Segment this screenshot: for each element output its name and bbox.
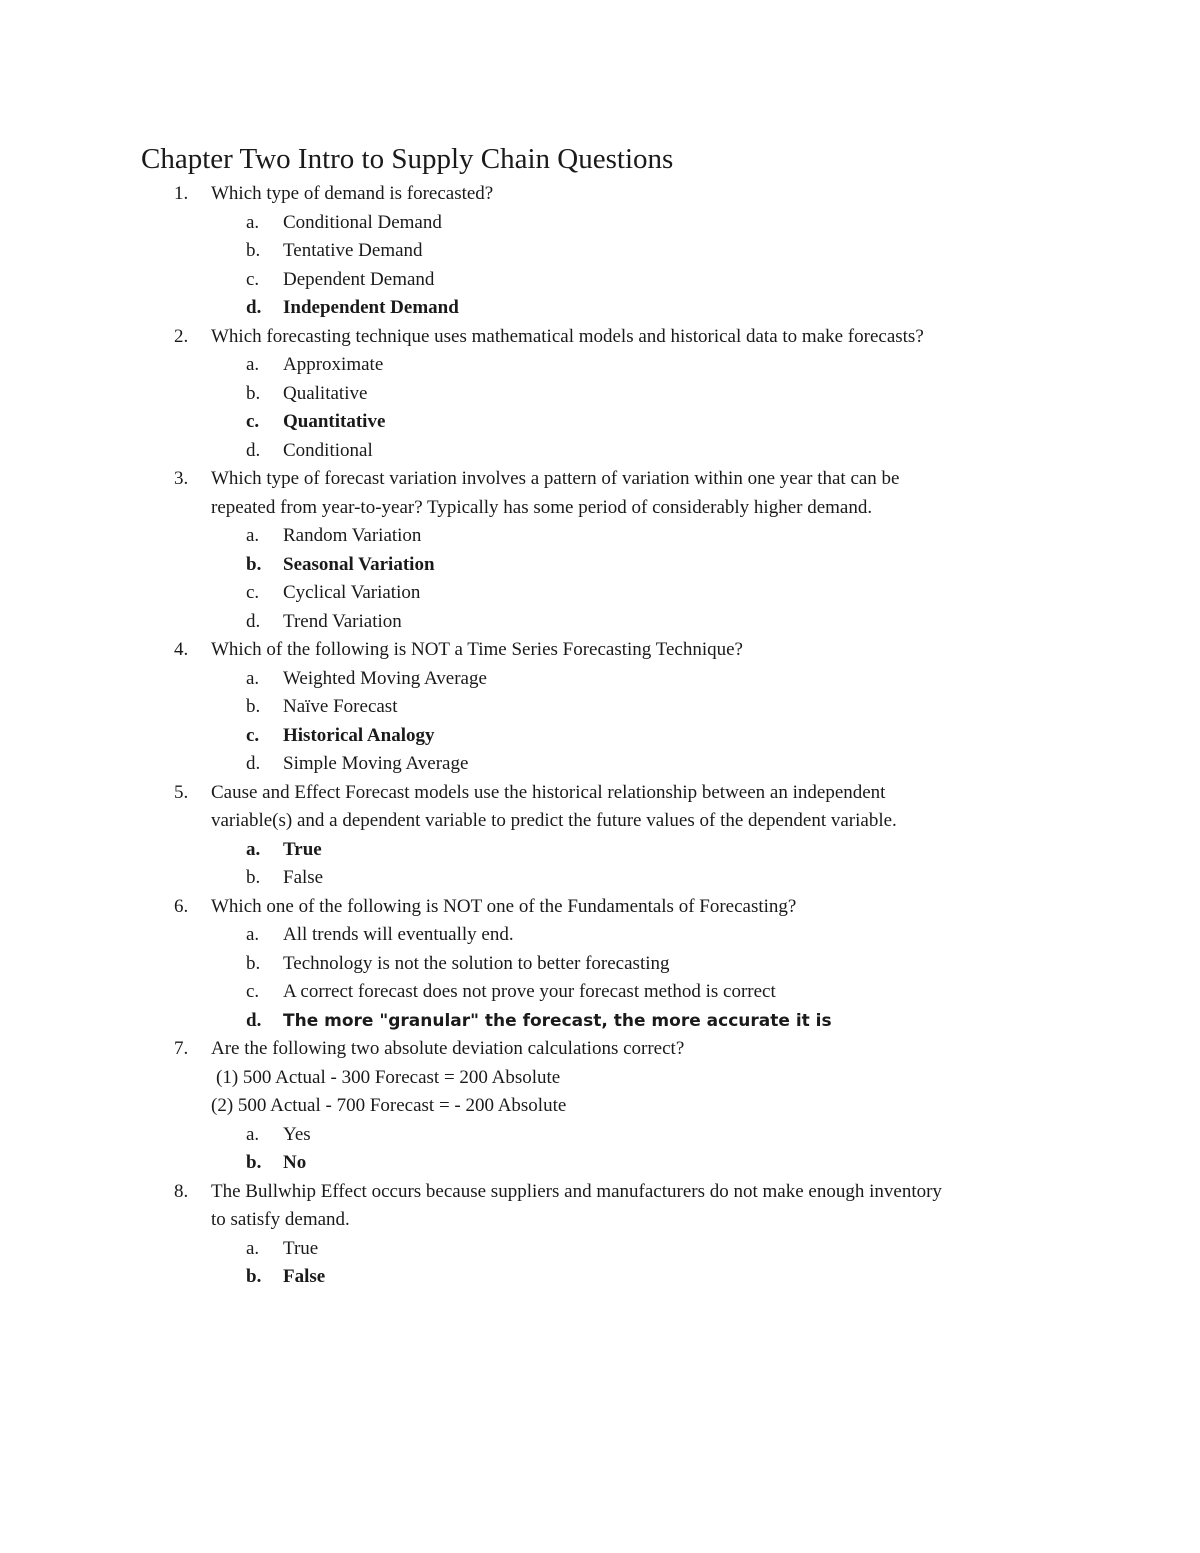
- option-text: Quantitative: [283, 411, 386, 432]
- option-text: False: [283, 1266, 326, 1287]
- answer-option: [0, 864, 1200, 893]
- option-text: False: [283, 867, 324, 888]
- option-letter: b.: [246, 1266, 262, 1287]
- correct-answer-option: [0, 294, 1200, 323]
- answer-option: [0, 950, 1200, 979]
- option-text: Yes: [283, 1123, 311, 1145]
- calculation-text: (1) 500 Actual - 300 Forecast = 200 Absolute: [216, 1066, 561, 1088]
- answer-option: [0, 665, 1200, 694]
- question-number: 2.: [174, 325, 189, 347]
- option-text: Technology is not the solution to better forecasting: [283, 952, 670, 974]
- question-number: 1.: [174, 183, 189, 204]
- option-letter: b.: [246, 952, 261, 974]
- question-item: [0, 323, 1200, 466]
- option-letter: a.: [246, 211, 260, 233]
- answer-option: [0, 1121, 1200, 1150]
- page-title: Chapter Two Intro to Supply Chain Questions: [141, 143, 674, 175]
- question-line: [0, 494, 1200, 523]
- option-letter: d.: [246, 610, 261, 632]
- option-text: Trend Variation: [283, 610, 402, 632]
- question-text: Which type of demand is forecasted?: [211, 183, 494, 204]
- question-line: [0, 1178, 1200, 1207]
- option-text: Random Variation: [283, 525, 422, 546]
- option-letter: d.: [246, 753, 261, 774]
- question-line: [0, 1206, 1200, 1235]
- option-letter: b.: [246, 240, 261, 261]
- correct-answer-option: [0, 1263, 1200, 1292]
- option-letter: c.: [246, 981, 260, 1002]
- question-line: [0, 779, 1200, 808]
- question-number: 7.: [174, 1038, 189, 1059]
- question-number: 8.: [174, 1180, 189, 1202]
- option-text: Conditional Demand: [283, 211, 442, 233]
- answer-option: [0, 437, 1200, 466]
- question-text: The Bullwhip Effect occurs because suppliers and manufacturers do not make enough inventory: [211, 1180, 942, 1202]
- question-item: [0, 893, 1200, 1036]
- question-item: [0, 180, 1200, 323]
- correct-answer-option: [0, 408, 1200, 437]
- question-text: Which type of forecast variation involves a pattern of variation within one year that can be: [211, 468, 900, 489]
- option-letter: b.: [246, 867, 261, 888]
- option-letter: a.: [246, 924, 260, 945]
- answer-option: [0, 608, 1200, 637]
- question-number: 6.: [174, 895, 189, 917]
- question-line: [0, 807, 1200, 836]
- option-letter: b.: [246, 1152, 262, 1173]
- question-number: 4.: [174, 639, 189, 660]
- option-letter: b.: [246, 553, 262, 575]
- answer-option: [0, 266, 1200, 295]
- correct-answer-option: [0, 722, 1200, 751]
- question-text: Which forecasting technique uses mathematical models and historical data to make forecasts?: [211, 325, 924, 347]
- option-letter: c.: [246, 268, 260, 290]
- question-list: [0, 180, 1200, 1292]
- question-item: [0, 1178, 1200, 1292]
- option-text: Simple Moving Average: [283, 753, 469, 774]
- correct-answer-option: [0, 1149, 1200, 1178]
- question-line: [0, 180, 1200, 209]
- correct-answer-option: [0, 836, 1200, 865]
- option-text: Qualitative: [283, 382, 368, 404]
- calculation-line: [0, 1092, 1200, 1121]
- option-letter: c.: [246, 724, 260, 746]
- option-text: Weighted Moving Average: [283, 667, 487, 689]
- answer-option: [0, 693, 1200, 722]
- question-number: 5.: [174, 781, 189, 803]
- question-item: [0, 636, 1200, 779]
- option-letter: a.: [246, 838, 261, 860]
- option-letter: c.: [246, 582, 260, 603]
- option-letter: a.: [246, 1237, 260, 1259]
- question-text: variable(s) and a dependent variable to predict the future values of the dependent variable.: [211, 810, 897, 831]
- answer-option: [0, 522, 1200, 551]
- question-line: [0, 465, 1200, 494]
- question-line: [0, 1035, 1200, 1064]
- calculation-text: (2) 500 Actual - 700 Forecast = - 200 Absolute: [211, 1095, 567, 1116]
- answer-option: [0, 1235, 1200, 1264]
- option-letter: d.: [246, 1009, 262, 1031]
- question-text: Which of the following is NOT a Time Series Forecasting Technique?: [211, 639, 743, 660]
- option-text: A correct forecast does not prove your forecast method is correct: [283, 981, 776, 1002]
- option-letter: a.: [246, 525, 260, 546]
- question-line: [0, 893, 1200, 922]
- question-text: Are the following two absolute deviation calculations correct?: [211, 1038, 685, 1059]
- option-letter: c.: [246, 411, 260, 432]
- answer-option: [0, 237, 1200, 266]
- option-letter: d.: [246, 297, 262, 318]
- question-text: Cause and Effect Forecast models use the historical relationship between an independent: [211, 781, 886, 803]
- question-text: repeated from year-to-year? Typically has some period of considerably higher demand.: [211, 496, 873, 518]
- calculation-line: [0, 1064, 1200, 1093]
- question-item: [0, 779, 1200, 893]
- answer-option: [0, 750, 1200, 779]
- option-text: Independent Demand: [283, 297, 459, 318]
- option-text: True: [283, 838, 322, 860]
- answer-option: [0, 579, 1200, 608]
- question-text: Which one of the following is NOT one of the Fundamentals of Forecasting?: [211, 895, 797, 917]
- question-text: to satisfy demand.: [211, 1209, 350, 1230]
- option-letter: a.: [246, 1123, 260, 1145]
- correct-answer-option: [0, 551, 1200, 580]
- answer-option: [0, 921, 1200, 950]
- option-letter: d.: [246, 439, 261, 461]
- option-text: Tentative Demand: [283, 240, 423, 261]
- option-text: True: [283, 1237, 319, 1259]
- option-text: Naïve Forecast: [283, 696, 398, 717]
- question-line: [0, 636, 1200, 665]
- correct-answer-option: [0, 1007, 1200, 1036]
- option-text: Historical Analogy: [283, 724, 435, 746]
- option-text: Cyclical Variation: [283, 582, 421, 603]
- option-letter: a.: [246, 354, 260, 375]
- answer-option: [0, 209, 1200, 238]
- option-text: All trends will eventually end.: [283, 924, 514, 945]
- answer-option: [0, 351, 1200, 380]
- answer-option: [0, 978, 1200, 1007]
- answer-option: [0, 380, 1200, 409]
- option-text: Conditional: [283, 439, 373, 461]
- option-text: Approximate: [283, 354, 384, 375]
- option-letter: a.: [246, 667, 260, 689]
- option-letter: b.: [246, 696, 261, 717]
- option-letter: b.: [246, 382, 261, 404]
- question-number: 3.: [174, 468, 189, 489]
- option-text: The more "granular" the forecast, the more accurate it is: [283, 1010, 832, 1031]
- option-text: Dependent Demand: [283, 268, 435, 290]
- question-line: [0, 323, 1200, 352]
- question-item: [0, 1035, 1200, 1178]
- question-item: [0, 465, 1200, 636]
- option-text: No: [283, 1152, 307, 1173]
- option-text: Seasonal Variation: [283, 553, 435, 575]
